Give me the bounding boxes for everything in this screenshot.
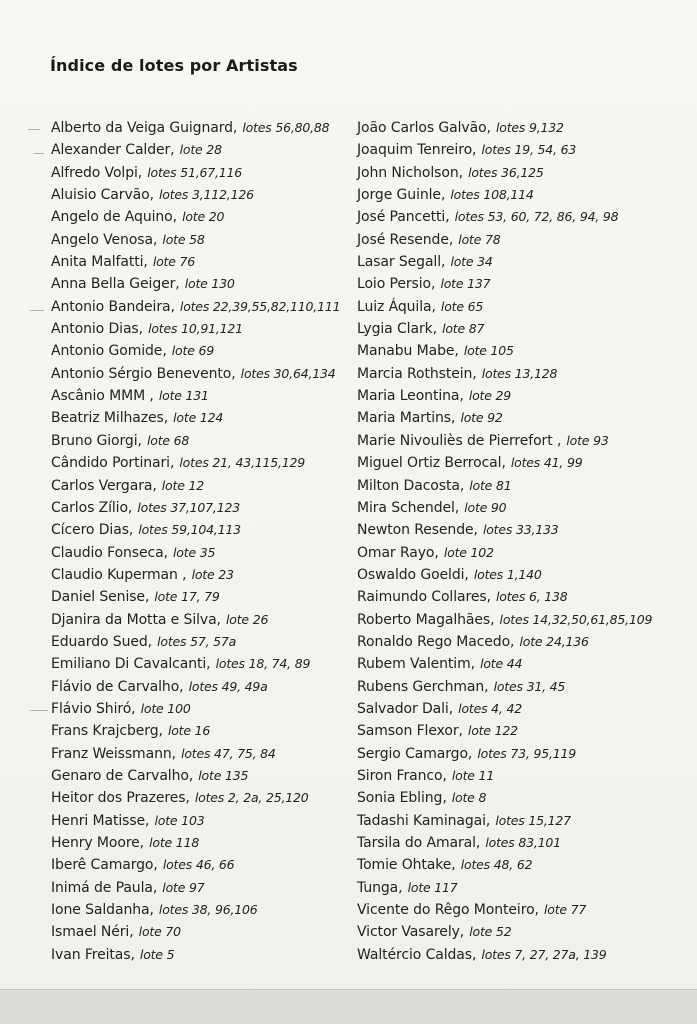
artist-name: Djanira da Motta e Silva, (51, 611, 221, 628)
index-entry (357, 697, 693, 719)
index-entry (51, 563, 351, 585)
artist-name: Daniel Senise, (51, 589, 150, 606)
index-entry (357, 339, 693, 361)
lot-numbers: lotes 3,112,126 (159, 187, 254, 203)
index-entry (357, 250, 693, 272)
artist-name: Sergio Camargo, (357, 745, 473, 762)
index-entry (51, 429, 351, 451)
lot-numbers: lotes 73, 95,119 (477, 745, 576, 761)
artist-name: Frans Krajcberg, (51, 723, 163, 740)
index-entry (51, 876, 351, 898)
lot-numbers: lote 8 (451, 790, 487, 806)
lot-numbers: lote 103 (154, 812, 205, 828)
index-entry (51, 384, 351, 406)
lot-numbers: lotes 38, 96,106 (158, 902, 258, 918)
artist-name: João Carlos Galvão, (357, 120, 491, 136)
index-entry (357, 853, 693, 875)
artist-name: Vicente do Rêgo Monteiro, (357, 902, 539, 919)
index-entry (357, 541, 693, 563)
artist-name: Marie Nivouliès de Pierrefort , (357, 432, 562, 449)
index-entry (357, 742, 693, 764)
index-entry (51, 697, 351, 719)
artist-name: Bruno Giorgi, (51, 432, 142, 449)
lot-numbers: lote 122 (467, 723, 518, 739)
index-entry (51, 362, 351, 384)
index-entry (357, 786, 693, 808)
artist-name: Tarsila do Amaral, (357, 835, 481, 851)
lot-numbers: lote 118 (149, 835, 200, 850)
lot-numbers: lote 70 (138, 924, 181, 940)
lot-numbers: lote 68 (146, 432, 190, 448)
lot-numbers: lotes 51,67,116 (147, 164, 243, 180)
lot-numbers: lotes 2, 2a, 25,120 (194, 790, 309, 806)
artist-name: Franz Weissmann, (51, 745, 176, 762)
index-entry (357, 429, 693, 451)
artist-name: Henri Matisse, (51, 812, 150, 829)
artist-name: Sonia Ebling, (357, 790, 447, 807)
artist-name: Newton Resende, (357, 522, 478, 539)
lot-numbers: lote 102 (443, 544, 494, 560)
artist-name: Antonio Gomide, (51, 343, 167, 360)
lot-numbers: lotes 46, 66 (162, 857, 235, 873)
index-entry (51, 585, 351, 607)
lot-numbers: lote 105 (463, 343, 514, 359)
index-entry (357, 384, 693, 406)
lot-numbers: lote 131 (158, 388, 209, 404)
artist-name: José Resende, (357, 231, 454, 248)
artist-name: Ivan Freitas, (51, 946, 135, 963)
index-entry (357, 496, 693, 518)
artist-name: Tomie Ohtake, (357, 857, 456, 874)
artist-name: Samson Flexor, (357, 723, 463, 740)
artist-name: Cândido Portinari, (51, 455, 175, 472)
index-entry (51, 205, 351, 227)
lot-numbers: lotes 7, 27, 27a, 139 (481, 946, 607, 962)
index-entry (357, 585, 693, 607)
lot-numbers: lote 11 (451, 767, 495, 783)
lot-numbers: lote 90 (464, 499, 507, 515)
index-entry (51, 719, 351, 741)
artist-name: Beatriz Milhazes, (51, 410, 169, 427)
lot-numbers: lotes 22,39,55,82,110,111 (179, 298, 341, 314)
lot-numbers: lotes 36,125 (468, 164, 544, 180)
index-entry (357, 876, 693, 898)
lot-numbers: lotes 15,127 (495, 812, 571, 828)
artist-name: Raimundo Collares, (357, 589, 491, 606)
lot-numbers: lote 87 (442, 321, 485, 337)
artist-name: Milton Dacosta, (357, 477, 465, 494)
index-entry (51, 250, 351, 272)
index-entry (357, 295, 693, 317)
lot-numbers: lote 44 (480, 656, 523, 672)
artist-name: Luiz Áquila, (357, 298, 436, 315)
index-entry (51, 496, 351, 518)
index-entry (357, 138, 693, 160)
margin-tick (34, 153, 44, 154)
artist-name: Waltércio Caldas, (357, 946, 477, 963)
index-entry (357, 272, 693, 294)
lot-numbers: lotes 14,32,50,61,85,109 (499, 611, 653, 627)
index-entry (357, 943, 693, 965)
lot-numbers: lotes 9,132 (496, 120, 564, 135)
index-entry (357, 630, 693, 652)
artist-name: Maria Martins, (357, 410, 456, 427)
index-entry (51, 138, 351, 160)
index-entry (51, 518, 351, 540)
artist-name: Anna Bella Geiger, (51, 276, 180, 293)
artist-name: Carlos Vergara, (51, 477, 157, 494)
lot-numbers: lote 130 (184, 276, 235, 292)
artist-name: Victor Vasarely, (357, 924, 465, 941)
artist-name: Joaquim Tenreiro, (357, 142, 477, 159)
index-entry (357, 183, 693, 205)
lot-numbers: lotes 37,107,123 (137, 499, 240, 515)
lot-numbers: lote 29 (468, 388, 512, 404)
lot-numbers: lote 76 (152, 254, 196, 270)
lot-numbers: lote 35 (173, 544, 216, 560)
artist-name: Flávio de Carvalho, (51, 678, 184, 695)
lot-numbers: lote 137 (440, 276, 491, 292)
margin-tick (30, 710, 48, 711)
lot-numbers: lotes 57, 57a (157, 633, 237, 649)
lot-numbers: lote 97 (162, 879, 205, 895)
lot-numbers: lotes 53, 60, 72, 86, 94, 98 (454, 209, 619, 225)
artist-name: Cícero Dias, (51, 522, 134, 539)
artist-name: Antonio Sérgio Benevento, (51, 365, 236, 382)
index-entry (357, 898, 693, 920)
lot-numbers: lote 117 (407, 879, 458, 895)
artist-name: Henry Moore, (51, 835, 145, 851)
lot-numbers: lotes 83,101 (485, 835, 561, 850)
page-title: Índice de lotes por Artistas (50, 56, 298, 75)
lot-numbers: lotes 48, 62 (460, 857, 533, 873)
artist-name: Flávio Shiró, (51, 700, 136, 717)
page-bottom-edge (0, 989, 697, 1024)
index-entry (357, 451, 693, 473)
artist-name: Siron Franco, (357, 767, 447, 784)
lot-numbers: lotes 18, 74, 89 (215, 656, 311, 672)
artist-name: Omar Rayo, (357, 544, 439, 561)
artist-name: Salvador Dali, (357, 700, 454, 717)
lot-numbers: lote 69 (171, 343, 214, 359)
artist-name: Heitor dos Prazeres, (51, 790, 190, 807)
artist-name: Angelo de Aquino, (51, 209, 177, 226)
lot-numbers: lote 20 (182, 209, 225, 225)
lot-numbers: lote 34 (450, 254, 493, 270)
artist-name: Ione Saldanha, (51, 902, 154, 919)
index-entry (51, 742, 351, 764)
lot-numbers: lote 124 (173, 410, 224, 426)
artist-name: Genaro de Carvalho, (51, 767, 194, 784)
artist-name: Claudio Kuperman , (51, 566, 187, 583)
artist-name: Lasar Segall, (357, 254, 446, 271)
index-entry (51, 161, 351, 183)
artist-name: Antonio Dias, (51, 321, 143, 338)
artist-name: Marcia Rothstein, (357, 365, 477, 382)
lot-numbers: lote 92 (460, 410, 503, 426)
lot-numbers: lotes 31, 45 (493, 678, 566, 694)
artist-name: Antonio Bandeira, (51, 298, 175, 315)
lot-numbers: lotes 41, 99 (510, 455, 583, 471)
index-entry (51, 541, 351, 563)
artist-name: Eduardo Sued, (51, 633, 153, 650)
artist-name: Claudio Fonseca, (51, 544, 168, 561)
artist-name: Carlos Zílio, (51, 499, 133, 516)
artist-name: Loio Persio, (357, 276, 436, 293)
lot-numbers: lote 5 (139, 946, 175, 962)
lot-numbers: lote 93 (566, 432, 609, 448)
index-entry (357, 362, 693, 384)
artist-name: Anita Malfatti, (51, 254, 148, 271)
lot-numbers: lote 28 (179, 142, 222, 158)
index-entry (51, 116, 351, 138)
lot-numbers: lotes 13,128 (481, 365, 558, 381)
index-entry (51, 295, 351, 317)
index-entry (51, 853, 351, 875)
index-entry (357, 474, 693, 496)
index-entry (51, 786, 351, 808)
artist-name: Ismael Néri, (51, 924, 134, 941)
artist-name: Ascânio MMM , (51, 388, 154, 405)
index-entry (51, 451, 351, 473)
artist-name: Jorge Guinle, (357, 187, 446, 204)
lot-numbers: lotes 6, 138 (495, 589, 568, 605)
margin-tick (30, 310, 44, 311)
lot-numbers: lote 26 (226, 611, 269, 627)
lot-numbers: lote 78 (458, 231, 501, 247)
index-entry (51, 943, 351, 965)
artist-name: Iberê Camargo, (51, 857, 158, 874)
artist-name: Mira Schendel, (357, 499, 460, 516)
index-entry (357, 831, 693, 853)
lot-numbers: lotes 21, 43,115,129 (179, 455, 306, 471)
index-entry (357, 608, 693, 630)
index-entry (357, 675, 693, 697)
index-entry (51, 652, 351, 674)
lot-numbers: lotes 56,80,88 (242, 120, 330, 135)
artist-name: Tadashi Kaminagai, (357, 812, 491, 829)
artist-name: Alberto da Veiga Guignard, (51, 120, 238, 136)
lot-numbers: lotes 1,140 (473, 566, 542, 582)
artist-name: John Nicholson, (357, 164, 463, 181)
index-entry (51, 898, 351, 920)
lot-numbers: lote 58 (162, 231, 205, 247)
artist-name: Rubem Valentim, (357, 656, 475, 673)
lot-numbers: lote 16 (167, 723, 211, 739)
index-entry (51, 228, 351, 250)
lot-numbers: lotes 59,104,113 (138, 522, 241, 538)
artist-name: Emiliano Di Cavalcanti, (51, 656, 211, 673)
index-entry (51, 920, 351, 942)
index-entry (51, 764, 351, 786)
index-entry (357, 116, 693, 138)
index-entry (51, 339, 351, 361)
index-entry (51, 608, 351, 630)
lot-numbers: lote 17, 79 (154, 589, 220, 605)
index-entry (51, 406, 351, 428)
index-entry (51, 630, 351, 652)
artist-name: Roberto Magalhães, (357, 611, 495, 628)
artist-name: Miguel Ortiz Berrocal, (357, 455, 506, 472)
lot-numbers: lotes 49, 49a (188, 678, 268, 694)
artist-name: José Pancetti, (357, 209, 450, 226)
index-entry (51, 317, 351, 339)
lot-numbers: lote 81 (469, 477, 512, 493)
artist-name: Ronaldo Rego Macedo, (357, 633, 515, 650)
lot-numbers: lote 12 (161, 477, 204, 493)
lot-numbers: lotes 10,91,121 (148, 321, 243, 337)
index-entry (357, 317, 693, 339)
lot-numbers: lote 52 (469, 924, 512, 940)
artist-name: Alexander Calder, (51, 142, 175, 159)
artist-name: Aluisio Carvão, (51, 187, 154, 204)
artist-name: Maria Leontina, (357, 388, 464, 405)
index-entry (357, 652, 693, 674)
artist-name: Inimá de Paula, (51, 879, 158, 896)
index-entry (357, 719, 693, 741)
lot-numbers: lote 100 (140, 700, 191, 716)
index-entry (357, 205, 693, 227)
index-entry (51, 272, 351, 294)
lot-numbers: lote 135 (198, 767, 249, 783)
artist-name: Oswaldo Goeldi, (357, 566, 469, 583)
artist-name: Lygia Clark, (357, 321, 437, 338)
artist-name: Tunga, (357, 879, 403, 896)
artist-index-right-column (357, 116, 693, 965)
lot-numbers: lote 24,136 (519, 633, 589, 649)
index-entry (51, 675, 351, 697)
lot-numbers: lote 23 (191, 566, 234, 582)
margin-tick (28, 129, 40, 130)
artist-name: Alfredo Volpi, (51, 164, 143, 181)
index-entry (357, 161, 693, 183)
artist-index-left-column (51, 116, 351, 965)
index-entry (357, 764, 693, 786)
index-entry (357, 920, 693, 942)
lot-numbers: lote 77 (543, 902, 587, 918)
index-entry (51, 809, 351, 831)
index-entry (51, 183, 351, 205)
lot-numbers: lotes 33,133 (482, 522, 559, 538)
index-entry (357, 809, 693, 831)
index-entry (357, 406, 693, 428)
index-entry (357, 518, 693, 540)
artist-name: Angelo Venosa, (51, 231, 158, 248)
lot-numbers: lotes 19, 54, 63 (481, 142, 577, 158)
lot-numbers: lotes 47, 75, 84 (181, 745, 276, 761)
lot-numbers: lote 65 (440, 298, 484, 314)
artist-name: Rubens Gerchman, (357, 678, 489, 695)
index-entry (357, 563, 693, 585)
artist-name: Manabu Mabe, (357, 343, 459, 360)
lot-numbers: lotes 30,64,134 (240, 365, 336, 381)
lot-numbers: lotes 108,114 (450, 187, 534, 203)
index-entry (357, 228, 693, 250)
index-entry (51, 474, 351, 496)
index-entry (51, 831, 351, 853)
lot-numbers: lotes 4, 42 (458, 700, 522, 716)
